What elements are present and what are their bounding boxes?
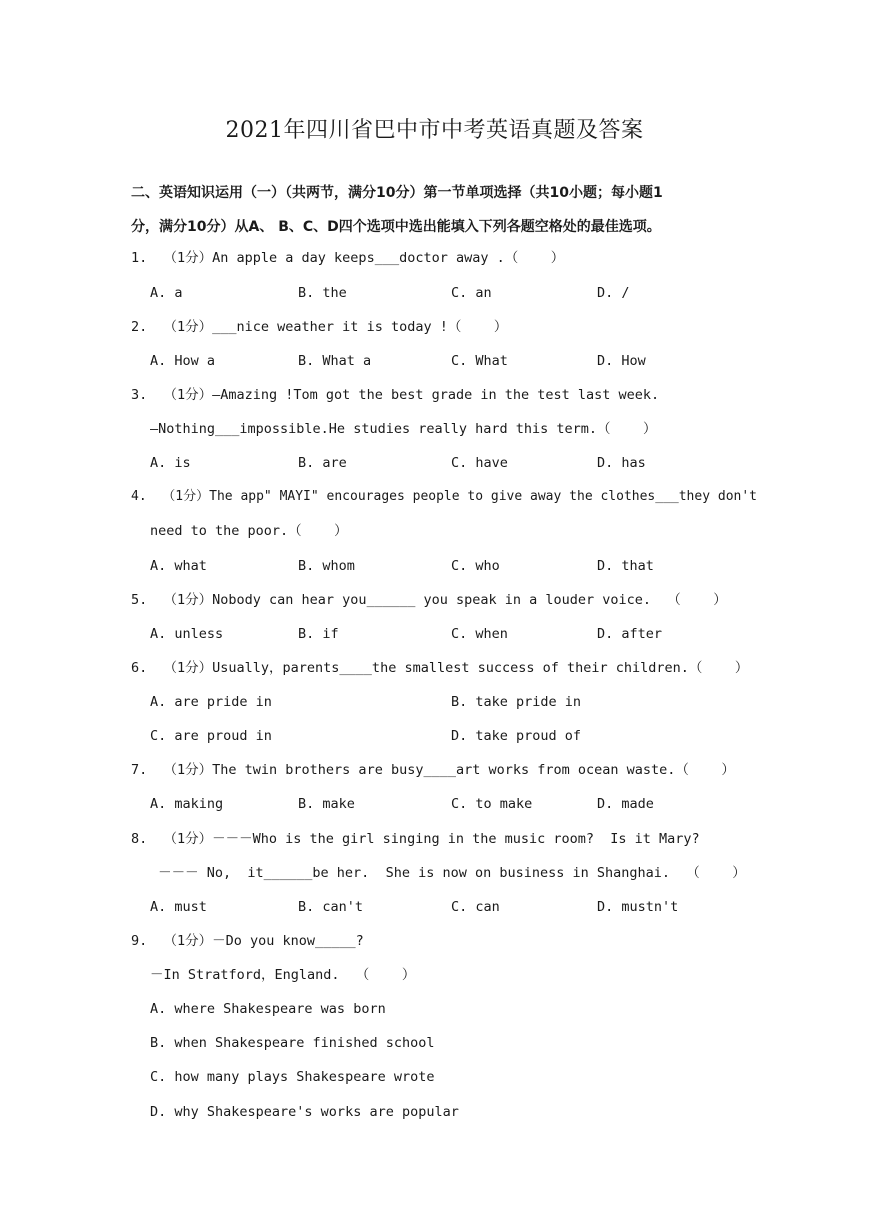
question-9-option-d: D. why Shakespeare's works are popular	[150, 1104, 459, 1120]
question-2-option-b: B. What a	[298, 353, 372, 369]
question-3-text: 3. （1分）—Amazing !Tom got the best grade in the test last week.	[131, 387, 660, 403]
question-3-option-c: C. have	[451, 455, 508, 471]
question-6-option-a: A. are pride in	[150, 694, 272, 710]
question-2-text: 2. （1分）___nice weather it is today !（ ）	[131, 319, 508, 335]
question-4-option-d: D. that	[597, 558, 654, 574]
question-3-option-a: A. is	[150, 455, 191, 471]
question-4-option-a: A. what	[150, 558, 207, 574]
question-9-text-line-2: －In Stratford，England. （ ）	[150, 967, 416, 983]
question-2-option-d: D. How	[597, 353, 646, 369]
question-1-option-b: B. the	[298, 285, 347, 301]
question-9-option-b: B. when Shakespeare finished school	[150, 1035, 435, 1051]
question-4-option-b: B. whom	[298, 558, 355, 574]
question-5-option-c: C. when	[451, 626, 508, 642]
question-8-option-c: C. can	[451, 899, 500, 915]
question-1-option-c: C. an	[451, 285, 492, 301]
question-2-option-a: A. How a	[150, 353, 216, 369]
question-8-text-line-2: －－－ No, it______be her. She is now on business in Shanghai. （ ）	[150, 865, 746, 881]
question-9-option-a: A. where Shakespeare was born	[150, 1001, 386, 1017]
question-5-option-b: B. if	[298, 626, 339, 642]
question-6-option-d: D. take proud of	[451, 728, 582, 744]
question-2-option-c: C. What	[451, 353, 508, 369]
question-4-text-line-2: need to the poor.（ ）	[150, 523, 348, 539]
question-9-text: 9. （1分）－Do you know_____?	[131, 933, 364, 949]
section-heading-line-2: 分，满分10分）从A、 B、C、D四个选项中选出能填入下列各题空格处的最佳选项。	[131, 219, 661, 235]
question-4-text: 4. （1分）The app" MAYI" encourages people to give away the clothes___they don't	[131, 489, 757, 504]
page-title: 2021年四川省巴中市中考英语真题及答案	[225, 118, 644, 143]
question-1-option-d: D. /	[597, 285, 630, 301]
question-6-text: 6. （1分）Usually，parents____the smallest success of their children.（ ）	[131, 660, 749, 676]
question-7-option-a: A. making	[150, 796, 224, 812]
question-9-option-c: C. how many plays Shakespeare wrote	[150, 1069, 435, 1085]
question-4-option-c: C. who	[451, 558, 500, 574]
question-6-option-b: B. take pride in	[451, 694, 582, 710]
question-8-option-b: B. can't	[298, 899, 364, 915]
question-8-option-d: D. mustn't	[597, 899, 679, 915]
question-8-option-a: A. must	[150, 899, 207, 915]
section-heading-line-1: 二、英语知识运用（一）（共两节，满分10分）第一节单项选择（共10小题；每小题1	[131, 185, 663, 201]
question-3-option-d: D. has	[597, 455, 646, 471]
question-6-option-c: C. are proud in	[150, 728, 272, 744]
question-5-option-a: A. unless	[150, 626, 224, 642]
question-8-text: 8. （1分）－－－Who is the girl singing in the music room? Is it Mary?	[131, 831, 700, 847]
question-1-option-a: A. a	[150, 285, 183, 301]
question-3-option-b: B. are	[298, 455, 347, 471]
question-3-text-line-2: —Nothing___impossible.He studies really hard this term.（ ）	[150, 421, 657, 437]
question-7-option-c: C. to make	[451, 796, 533, 812]
question-1-text: 1. （1分）An apple a day keeps___doctor away .（ ）	[131, 250, 565, 266]
question-7-option-b: B. make	[298, 796, 355, 812]
question-5-text: 5. （1分）Nobody can hear you______ you speak in a louder voice. （ ）	[131, 592, 727, 608]
question-7-option-d: D. made	[597, 796, 654, 812]
question-7-text: 7. （1分）The twin brothers are busy____art works from ocean waste.（ ）	[131, 762, 735, 778]
question-5-option-d: D. after	[597, 626, 663, 642]
